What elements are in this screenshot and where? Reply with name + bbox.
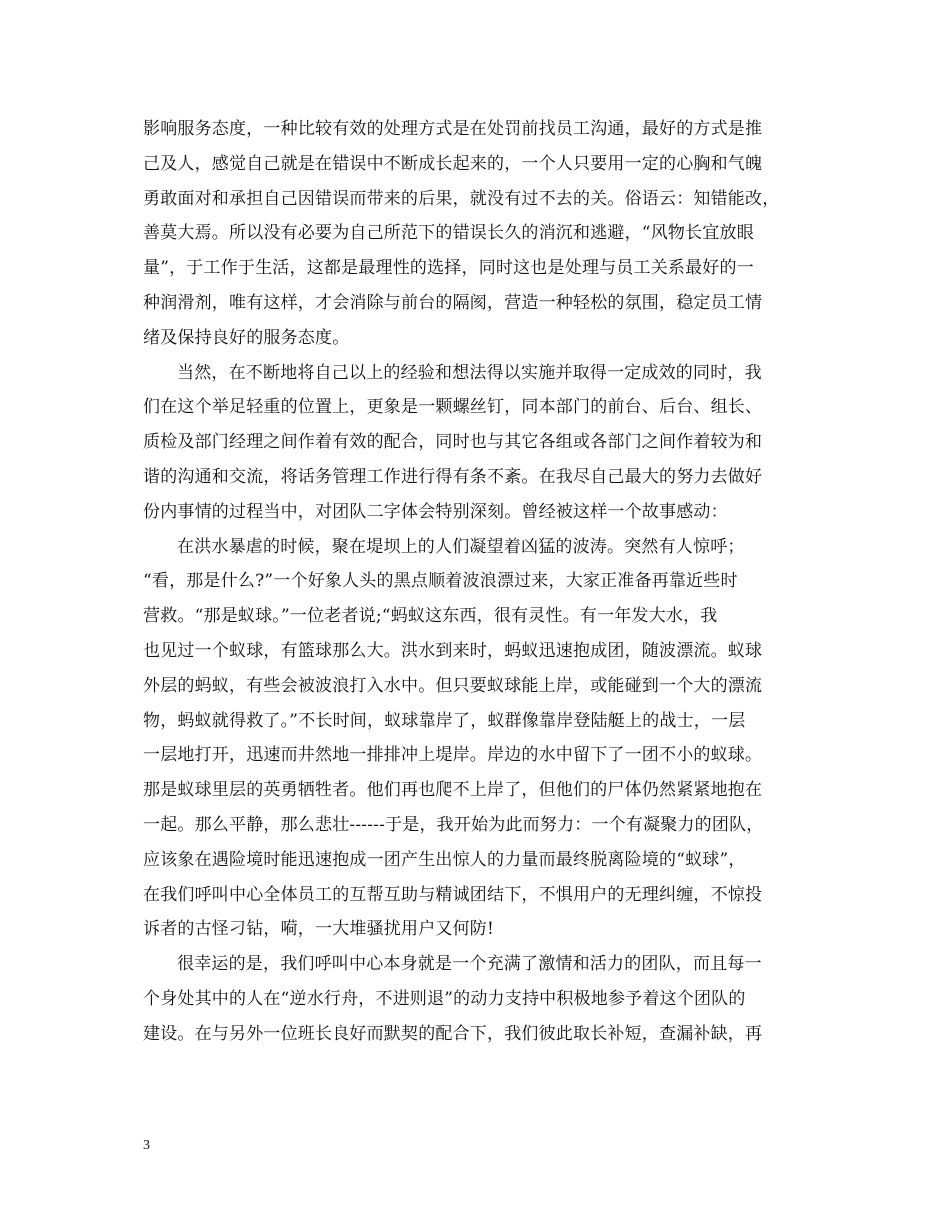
text-line: 在我们呼叫中心全体员工的互帮互助与精诚团结下，不惧用户的无理纠缠，不惊投 [143,884,763,905]
text-line: 物，蚂蚁就得救了。”不长时间，蚁球靠岸了，蚁群像靠岸登陆艇上的战士，一层 [143,710,746,731]
text-line: 质检及部门经理之间作着有效的配合，同时也与其它各组或各部门之间作着较为和 [143,432,763,453]
text-line: 营救。“那是蚁球。”一位老者说;“蚂蚁这东西，很有灵性。有一年发大水，我 [143,606,718,627]
text-line: 们在这个举足轻重的位置上，更象是一颗螺丝钉，同本部门的前台、后台、组长、 [143,397,763,418]
text-line: 种润滑剂，唯有这样，才会消除与前台的隔阂，营造一种轻松的氛围，稳定员工情 [143,292,763,313]
text-line: 一起。那么平静，那么悲壮------于是，我开始为此而努力：一个有凝聚力的团队， [143,814,764,835]
text-line: 谐的沟通和交流，将话务管理工作进行得有条不紊。在我尽自己最大的努力去做好 [143,466,763,487]
text-line: 份内事情的过程当中，对团队二字体会特别深刻。曾经被这样一个故事感动： [143,501,728,522]
text-line: 建设。在与另外一位班长良好而默契的配合下，我们彼此取长补短，查漏补缺，再 [143,1023,763,1044]
text-line: 当然，在不断地将自己以上的经验和想法得以实施并取得一定成效的同时，我 [177,362,762,383]
text-line: 外层的蚂蚁，有些会被波浪打入水中。但只要蚁球能上岸，或能碰到一个大的漂流 [143,675,763,696]
text-line: 勇敢面对和承担自己因错误而带来的后果，就没有过不去的关。俗语云：知错能改， [143,188,780,209]
text-line: 那是蚁球里层的英勇牺牲者。他们再也爬不上岸了，但他们的尸体仍然紧紧地抱在 [143,780,763,801]
text-line: 应该象在遇险境时能迅速抱成一团产生出惊人的力量而最终脱离险境的“蚁球”， [143,849,746,870]
text-line: 一层地打开，迅速而井然地一排排冲上堤岸。岸边的水中留下了一团不小的蚁球。 [143,745,763,766]
text-line: 很幸运的是，我们呼叫中心本身就是一个充满了激情和活力的团队，而且每一 [177,954,762,975]
text-line: 个身处其中的人在“逆水行舟，不进则退”的动力支持中积极地参予着这个团队的 [143,988,746,1009]
text-line: 绪及保持良好的服务态度。 [143,327,350,348]
text-line: 诉者的古怪刁钻，嗬，一大堆骚扰用户又何防! [143,919,495,940]
text-line: “看，那是什么?”一个好象人头的黑点顺着波浪漂过来，大家正准备再靠近些时 [143,571,738,592]
body-text [143,112,823,1052]
text-line: 影响服务态度，一种比较有效的处理方式是在处罚前找员工沟通，最好的方式是推 [143,119,763,139]
text-line: 在洪水暴虐的时候，聚在堤坝上的人们凝望着凶猛的波涛。突然有人惊呼； [177,536,745,557]
page-number: 3 [143,1138,150,1153]
text-line: 善莫大焉。所以没有必要为自己所范下的错误长久的消沉和逃避，“风物长宜放眼 [143,223,754,244]
text-line: 也见过一个蚁球，有篮球那么大。洪水到来时，蚂蚁迅速抱成团，随波漂流。蚁球 [143,640,763,661]
text-line: 量”，于工作于生活，这都是最理性的选择，同时这也是处理与员工关系最好的一 [143,258,754,279]
text-line: 己及人，感觉自己就是在错误中不断成长起来的，一个人只要用一定的心胸和气魄 [143,153,763,174]
